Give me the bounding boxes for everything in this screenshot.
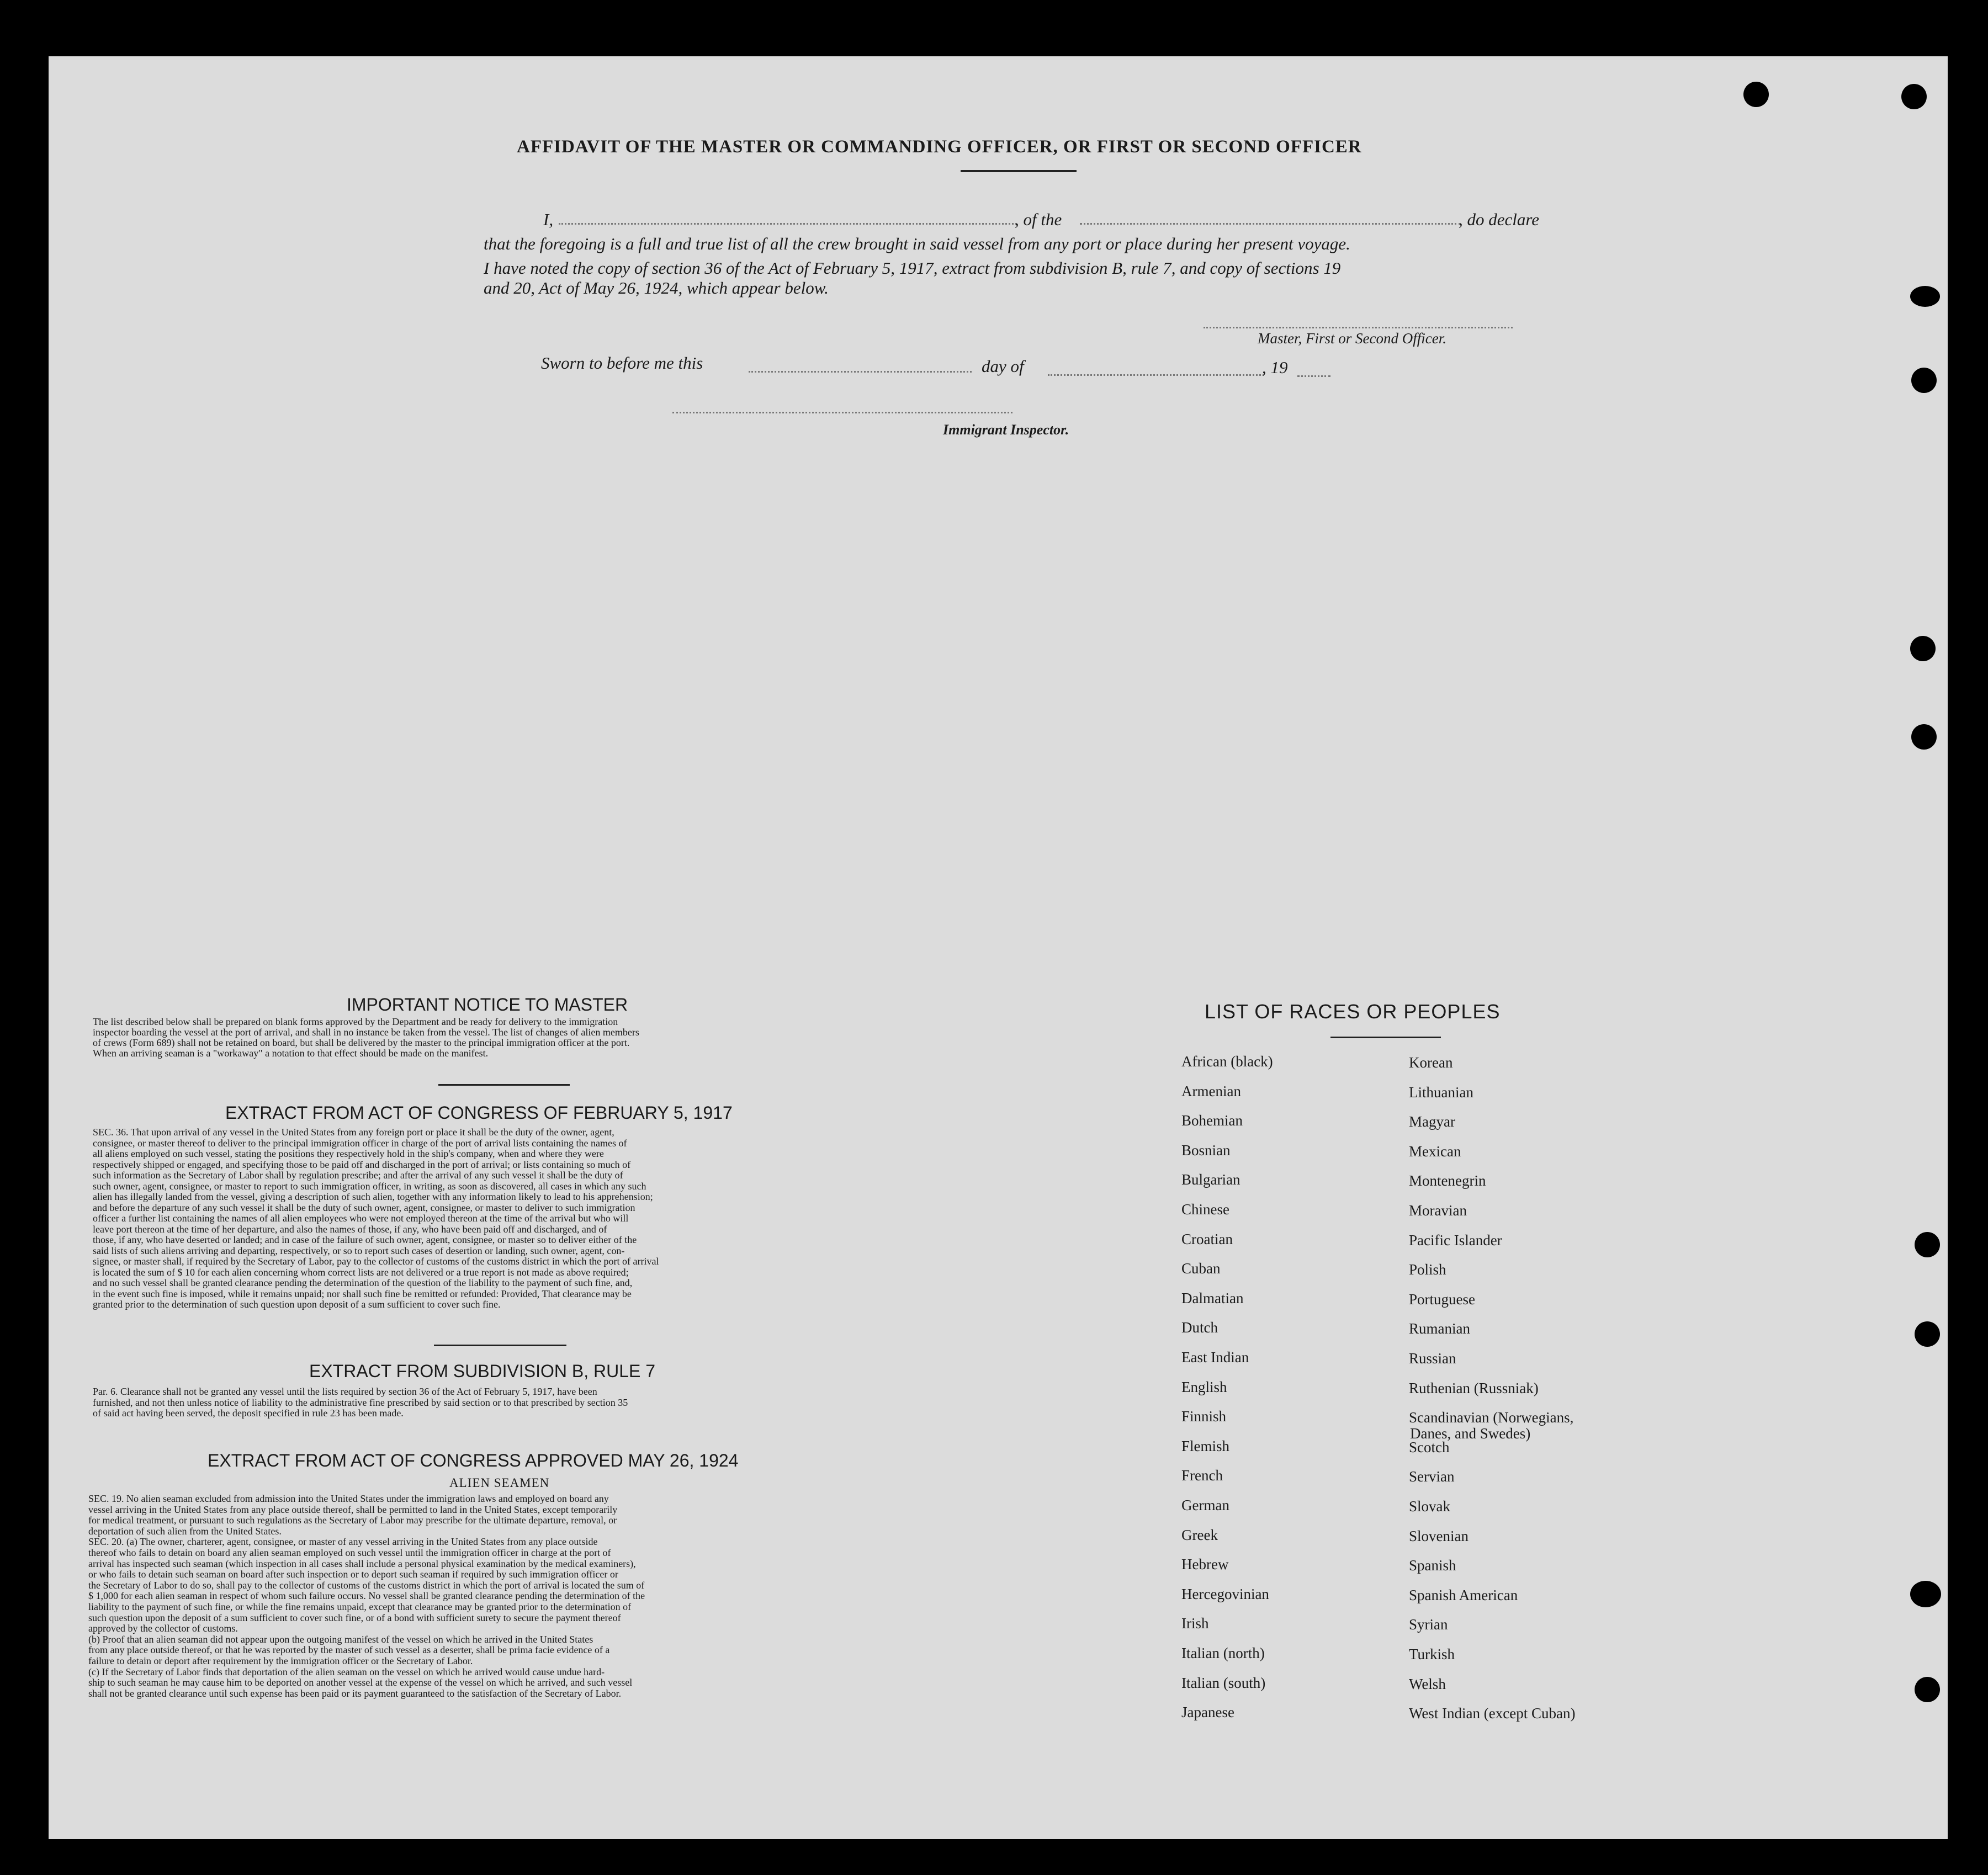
text-line: said lists of such aliens arriving and departing, respectively, or so to report such cases of desertion or landing, such owner, agent, con- [93,1245,625,1256]
binder-hole [1910,286,1940,307]
race-item: Chinese [1181,1201,1229,1218]
race-item: Bohemian [1181,1112,1243,1129]
race-item: Welsh [1409,1675,1446,1692]
race-item: Magyar [1409,1113,1455,1130]
race-item: Hercegovinian [1181,1585,1269,1602]
text-line: When an arriving seaman is a "workaway" a notation to that effect should be made on the manifest. [93,1048,489,1059]
text-line: shall not be granted clearance until such expense has been paid or its payment guaranteed to the satisfaction of the Secretary of Labor. [88,1688,622,1699]
race-item: Dalmatian [1181,1289,1244,1306]
race-item: Montenegrin [1409,1172,1486,1189]
day-of-label: day of [982,357,1024,376]
race-item: English [1181,1378,1227,1395]
affidavit-line-3: I have noted the copy of section 36 of the Act of February 5, 1917, extract from subdivision B, rule 7, and copy of sections 19 [484,258,1341,278]
text-line: respectively shipped or engaged, and specifying those to be paid off and discharged in the port of arrival; or lists containing so much of [93,1159,631,1170]
text-line: of said act having been served, the deposit specified in rule 23 has been made. [93,1408,404,1419]
text-line: deportation of such alien from the United States. [88,1526,282,1537]
race-item: Flemish [1181,1437,1230,1454]
race-item: Greek [1181,1526,1218,1543]
races-underline [1330,1037,1441,1038]
text-line: for medical treatment, or pursuant to such regulations as the Secretary of Labor may prescribe for the ultimate departure, removal, or [88,1515,617,1526]
binder-hole [1911,368,1937,393]
race-item: African (black) [1181,1053,1273,1070]
race-item: Slovenian [1409,1527,1469,1544]
text-line: arrival has inspected such seaman (which inspection in all cases shall include a personal physical examination by the medical examiners), [88,1558,636,1569]
race-item: French [1181,1467,1223,1484]
text-line: granted prior to the determination of such question upon deposit of a sum sufficient to cover such fine. [93,1299,501,1310]
race-item: Bosnian [1181,1141,1231,1159]
text-line: or who fails to detain such seaman on board after such inspection or to deport such seaman if required by such immigration officer or [88,1569,618,1580]
text-line: ship to such seaman he may cause him to be deported on another vessel at the expense of the vessel on which he arrived, and such vessel [88,1677,633,1688]
race-item: Lithuanian [1409,1083,1473,1101]
binder-hole [1915,1321,1940,1347]
race-item: Servian [1409,1468,1455,1485]
text-line: is located the sum of $ 10 for each alien concerning whom correct lists are not delivered or a true report is not made as above required; [93,1267,629,1278]
text-line: and before the departure of any such vessel it shall be the duty of such owner, agent, consignee, or master to deliver to such immigration [93,1202,635,1213]
notice-title: IMPORTANT NOTICE TO MASTER [347,995,628,1014]
race-item: Japanese [1181,1704,1234,1721]
race-item: Hebrew [1181,1556,1229,1573]
text-line: in the event such fine is imposed, while it remains unpaid; nor shall such fine be remitted or refunded: Provided, That clearance may be [93,1288,632,1299]
race-item: Pacific Islander [1409,1231,1502,1249]
race-item: Ruthenian (Russniak) [1409,1379,1539,1396]
binder-hole [1910,636,1936,661]
affidavit-line-4: and 20, Act of May 26, 1924, which appear below. [484,278,829,298]
text-line: such question upon the deposit of a sum sufficient to cover such fine, or of a bond with sufficient surety to secure the payment thereof [88,1612,621,1623]
binder-hole [1915,1232,1940,1257]
race-item: Moravian [1409,1202,1467,1219]
race-item: Spanish [1409,1557,1456,1574]
extract-1924-title: EXTRACT FROM ACT OF CONGRESS APPROVED MAY 26, 1924 [208,1451,739,1470]
text-line: SEC. 36. That upon arrival of any vessel in the United States from any foreign port or place it shall be the duty of the owner, agent, [93,1127,614,1138]
affidavit-title: AFFIDAVIT OF THE MASTER OR COMMANDING OFFICER, OR FIRST OR SECOND OFFICER [517,137,1362,157]
sworn-day-field[interactable] [749,371,972,373]
of-the-label: , of the [1015,210,1062,229]
text-line: and no such vessel shall be granted clearance pending the determination of the question of the liability to the payment of such fine, and, [93,1278,633,1288]
text-line: The list described below shall be prepared on blank forms approved by the Department and be ready for delivery to the immigration [93,1017,618,1027]
text-line: $ 1,000 for each alien seaman in respect of whom such failure occurs. No vessel shall be granted clearance pending the determination of the [88,1591,645,1602]
race-item: Russian [1409,1350,1456,1367]
text-line: such information as the Secretary of Labor shall by regulation prescribe; and after the arrival of any such vessel it shall be the duty of [93,1170,623,1181]
race-item: Bulgarian [1181,1171,1240,1188]
text-line: vessel arriving in the United States from any place outside thereof, shall be permitted to land in the United States, except temporarily [88,1504,618,1515]
extract-1924-subtitle: ALIEN SEAMEN [449,1476,550,1490]
race-item: Mexican [1409,1143,1461,1160]
vessel-name-field[interactable] [1080,223,1461,225]
race-item: Italian (north) [1181,1645,1265,1661]
divider [438,1084,570,1086]
text-line: alien has illegally landed from the vessel, giving a description of such alien, together with any information likely to lead to his apprehension; [93,1192,653,1202]
race-item: Scandinavian (Norwegians, [1409,1409,1574,1426]
binder-hole [1915,1677,1940,1702]
race-item: Rumanian [1409,1320,1470,1337]
race-item: Spanish American [1409,1586,1518,1603]
text-line: the Secretary of Labor to do so, shall pay to the collector of customs of the customs district in which the port of arrival is located the sum of [88,1580,645,1591]
text-line: consignee, or master thereof to deliver to the principal immigration officer in charge of the port of arrival lists containing the names of [93,1138,627,1149]
text-line: officer a further list containing the names of all alien employees who were not employed thereon at the time of the arrival but who will [93,1213,629,1224]
sworn-label: Sworn to before me this [541,353,703,373]
text-line: all aliens employed on such vessel, stating the positions they respectively hold in the ship's company, when and where they were [93,1149,604,1159]
race-item: Armenian [1181,1082,1241,1099]
race-item: Italian (south) [1181,1674,1266,1691]
year-label: , 19 [1262,358,1288,377]
race-item: West Indian (except Cuban) [1409,1705,1576,1722]
text-line: inspector boarding the vessel at the port of arrival, and shall in no instance be taken from the vessel. The list of changes of alien members [93,1027,639,1038]
text-line: such owner, agent, consignee, or master to report to such immigration officer, in writing, as soon as discovered, all cases in which any such [93,1181,646,1192]
race-item: Irish [1181,1615,1209,1632]
race-item: Slovak [1409,1498,1451,1515]
text-line: SEC. 19. No alien seaman excluded from admission into the United States under the immigration laws and employed on board any [88,1494,609,1504]
text-line: from any place outside thereof, or that he was reported by the master of such vessel as a deserter, shall be prima facie evidence of a [88,1645,610,1656]
divider [434,1345,566,1346]
text-line: (c) If the Secretary of Labor finds that deportation of the alien seaman on the vessel on which he arrived would cause undue hard- [88,1666,605,1677]
race-item: Turkish [1409,1646,1455,1662]
sworn-year-field[interactable] [1297,375,1330,377]
races-title: LIST OF RACES OR PEOPLES [1205,1000,1501,1023]
text-line: leave port thereon at the time of her departure, and also the names of those, if any, who have been paid off and discharged, and of [93,1224,607,1235]
declarant-i-label: I, [543,210,554,229]
affidavit-line-2: that the foregoing is a full and true list of all the crew brought in said vessel from any port or place during her present voyage. [484,234,1350,253]
title-underline [961,170,1077,172]
text-line: approved by the collector of customs. [88,1623,238,1634]
declarant-name-field[interactable] [559,223,1017,225]
race-item-continuation: Danes, and Swedes) [1410,1425,1531,1442]
do-declare-label: , do declare [1459,210,1540,229]
race-item: German [1181,1497,1229,1513]
officer-signature-label: Master, First or Second Officer. [1258,330,1446,347]
text-line: liability to the payment of such fine, or while the fine remains unpaid, except that clearance may be granted prior to the determination of [88,1602,632,1612]
text-line: thereof who fails to detain on board any alien seaman employed on such vessel until the immigration officer in charge at the port of [88,1548,611,1558]
race-item: Scotch [1409,1438,1450,1456]
race-item: Korean [1409,1054,1453,1071]
text-line: furnished, and not then unless notice of liability to the administrative fine prescribed by said section or to that prescribed by section 35 [93,1397,628,1408]
officer-signature-field[interactable] [1204,327,1513,328]
text-line: of crews (Form 689) shall not be retained on board, but shall be delivered by the master to the principal immigration officer at the port. [93,1038,630,1048]
race-item: Polish [1409,1261,1446,1278]
text-line: those, if any, who have deserted or landed; and in case of the failure of such owner, agent, consignee, or master so to deliver either of the [93,1235,637,1245]
text-line: Par. 6. Clearance shall not be granted any vessel until the lists required by section 36 of the Act of February 5, 1917, have been [93,1387,597,1397]
binder-hole [1910,1581,1941,1607]
inspector-label: Immigrant Inspector. [943,422,1069,438]
rule7-title: EXTRACT FROM SUBDIVISION B, RULE 7 [309,1361,656,1381]
race-item: Portuguese [1409,1290,1475,1308]
race-item: Cuban [1181,1260,1221,1277]
text-line: signee, or master shall, if required by the Secretary of Labor, pay to the collector of customs of the customs district in which the port of arrival [93,1256,659,1267]
race-item: East Indian [1181,1349,1249,1366]
race-item: Finnish [1181,1408,1227,1425]
text-line: (b) Proof that an alien seaman did not appear upon the outgoing manifest of the vessel on which he arrived in the United States [88,1634,593,1645]
sworn-month-field[interactable] [1048,374,1264,376]
extract-1917-title: EXTRACT FROM ACT OF CONGRESS OF FEBRUARY 5, 1917 [225,1103,733,1123]
inspector-signature-field[interactable] [672,412,1012,413]
binder-hole [1743,82,1769,107]
race-item: Dutch [1181,1319,1218,1336]
text-line: failure to detain or deport after requirement by the immigration officer or the Secretary of Labor. [88,1656,473,1666]
binder-hole [1911,724,1937,750]
text-line: SEC. 20. (a) The owner, charterer, agent, consignee, or master of any vessel arriving in the United States from any place outside [88,1537,598,1548]
binder-hole [1901,84,1927,109]
race-item: Croatian [1181,1230,1233,1247]
race-item: Syrian [1409,1616,1448,1633]
